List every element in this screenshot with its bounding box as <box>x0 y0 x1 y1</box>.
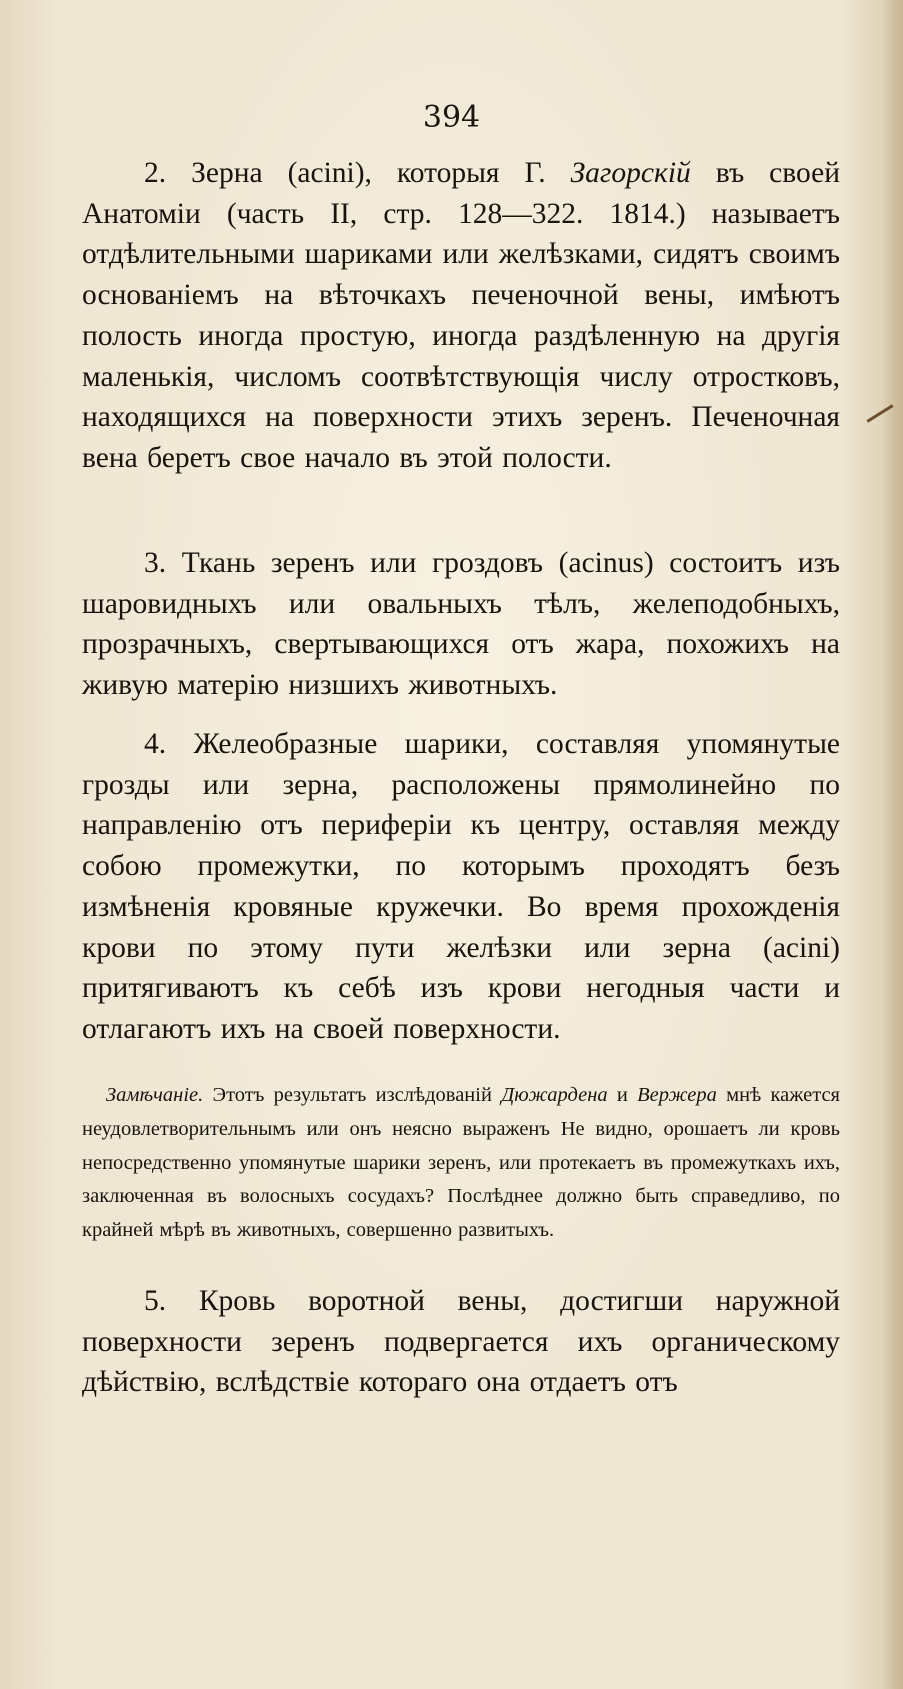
page-edge-shadow <box>881 0 903 1689</box>
author-name-verger: Вержера <box>637 1084 717 1106</box>
remark-text-f: мнѣ кажется неудовлетворительнымъ или онъ неясно выраженъ Не видно, орошаетъ ли кровь непосредственно упомянутые шарики зеренъ, или протекаетъ въ промежуткахъ ихъ, заключенная въ волосныхъ сосудахъ? Послѣднее должно быть справедливо, по крайней мѣрѣ въ животныхъ, совершенно развитыхъ. <box>82 1084 840 1242</box>
paragraph-3: 3. Ткань зеренъ или гроздовъ (acinus) состоитъ изъ шаровидныхъ или овальныхъ тѣлъ, желеподобныхъ, прозрачныхъ, свертывающихся отъ жара, похожихъ на живую матерію низшихъ животныхъ. <box>82 547 840 702</box>
author-name-dujardin: Дюжардена <box>501 1084 608 1106</box>
remark-note <box>82 1079 840 1248</box>
paragraph-2-text-c: въ своей Анатоміи (часть II, стр. 128—322. 1814.) называетъ отдѣлительными шариками или желѣзками, сидятъ своимъ основаніемъ на вѣточкахъ печеночной вены, имѣютъ полость иногда простую, иногда раздѣленную на другія маленькія, числомъ соотвѣтствующія числу отростковъ, находящихся на поверхности этихъ зеренъ. Печеночная вена беретъ свое начало въ этой полости. <box>82 157 840 474</box>
paragraph-4: 4. Желеобразные шарики, составляя упомянутые грозды или зерна, расположены прямолинейно по направленію отъ периферіи къ центру, оставляя между собою промежутки, по которымъ проходятъ безъ измѣненія кровяные кружечки. Во время прохожденія крови по этому пути желѣзки или зерна (acini) притягиваютъ къ себѣ изъ крови негодныя части и отлагаютъ ихъ на своей поверхности. <box>82 728 840 1045</box>
author-name-zagorsky: Загорскій <box>570 157 691 189</box>
remark-text-b: Этотъ результатъ изслѣдованій <box>203 1084 502 1106</box>
paragraph-2 <box>82 153 840 479</box>
page-number: 394 <box>422 100 481 135</box>
remark-label: Замѣчаніе. <box>106 1084 204 1106</box>
paragraph-5: 5. Кровь воротной вены, достигши наружной поверхности зеренъ подвергается ихъ органическому дѣйствію, вслѣдствіе котораго она отдаетъ отъ <box>82 1285 840 1399</box>
paragraph-2-text-a: 2. Зерна (acini), которыя Г. <box>144 157 571 189</box>
remark-text-d: и <box>607 1084 638 1106</box>
